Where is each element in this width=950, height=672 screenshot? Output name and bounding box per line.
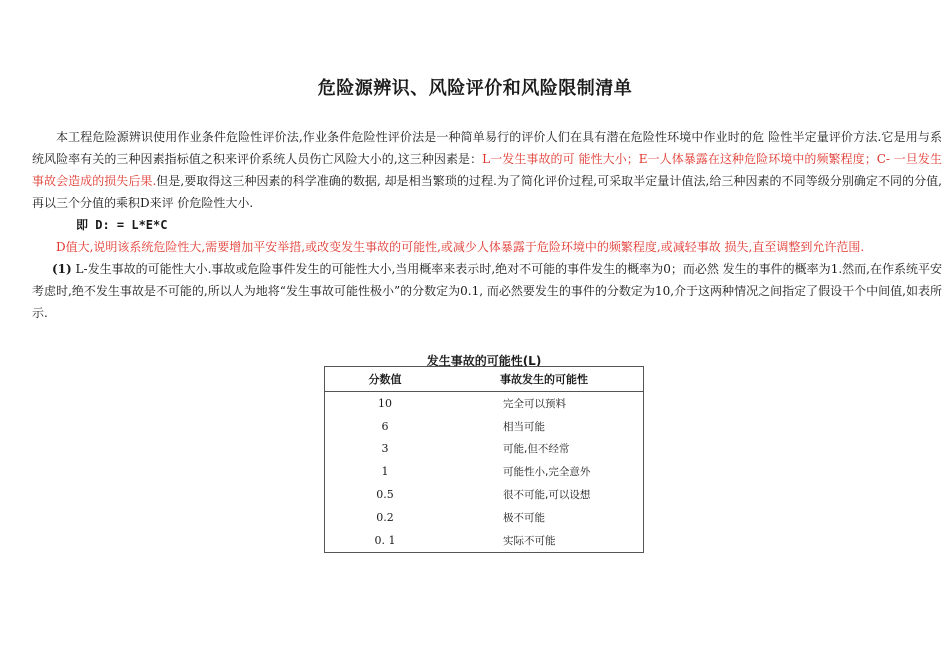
table-row [325, 529, 644, 552]
intro-text-b: 但是,要取得这三种因素的科学准确的数据, 却是相当繁琐的过程.为了简化评价过程,可采取半定量计值法,给三种因素的不同等级分别确定不同的分值,再以三个分值的乘积D来评 价危险性大小. [32, 174, 942, 210]
table-row [325, 438, 644, 461]
likelihood-cell: 很不可能,可以设想 [503, 489, 591, 502]
table-row [325, 415, 644, 438]
d-value-paragraph: D值大,说明该系统危险性大,需要增加平安举措,或改变发生事故的可能性,或减少人体暴露于危险环境中的频繁程度,或减轻事故 损失,直至调整到允许范围. [56, 240, 865, 254]
item1-label: (1) [52, 262, 72, 276]
likelihood-table [324, 366, 644, 553]
score-cell: 0.5 [376, 488, 394, 502]
likelihood-cell: 可能,但不经常 [503, 443, 570, 456]
likelihood-cell: 相当可能 [503, 420, 545, 433]
item1-paragraph [32, 258, 942, 324]
header-likelihood: 事故发生的可能性 [445, 367, 644, 392]
table-row [325, 506, 644, 529]
table-caption: 发生事故的可能性(L) [426, 354, 542, 368]
likelihood-cell: 实际不可能 [503, 534, 556, 547]
formula-line: 即 D: = L*E*C [76, 218, 168, 232]
intro-paragraph [32, 126, 942, 214]
header-score: 分数值 [325, 367, 446, 392]
score-cell: 0.2 [376, 510, 394, 524]
score-cell: 6 [381, 419, 389, 433]
score-cell: 3 [381, 442, 389, 456]
likelihood-cell: 极不可能 [503, 511, 545, 524]
page-title: 危险源辨识、风险评价和风险限制清单 [317, 78, 633, 99]
document-body [32, 126, 942, 324]
likelihood-cell: 可能性小,完全意外 [503, 466, 591, 479]
intro-text-a: 本工程危险源辨识使用作业条件危险性评价法,作业条件危险性评价法是一种简单易行的评价人们在具有潜在危险性环境中作业时的危 险性半定量评价方法.它是用与系统风险率有关的三种因素指标值之积来评价系统人员伤亡风险大小的,这三种因素是： [32, 130, 942, 166]
table-row [325, 483, 644, 506]
likelihood-cell: 完全可以预料 [503, 397, 566, 410]
score-cell: 1 [381, 465, 389, 479]
table-row [325, 392, 644, 415]
item1-text: L-发生事故的可能性大小.事故或危险事件发生的可能性大小,当用概率来表示时,绝对不可能的事件发生的概率为0；而必然 发生的事件的概率为1.然而,在作系统平安考虑时,绝不发生事故是不可能的,所以人为地将“发生事故可能性极小”的分数定为0.1, 而必然要发生的事件的分数定为10,介于这两种情况之间指定了假设干个中间值,如表所示. [32, 262, 942, 320]
intro-factors-highlight: L一发生事故的可 能性大小；E一人体暴露在这种危险环境中的频繁程度；C- 一旦发生事故会造成的损失后果. [32, 152, 942, 188]
score-cell: 0. 1 [374, 533, 396, 547]
score-cell: 10 [378, 396, 392, 410]
table-header-row [325, 367, 644, 392]
table-row [325, 460, 644, 483]
